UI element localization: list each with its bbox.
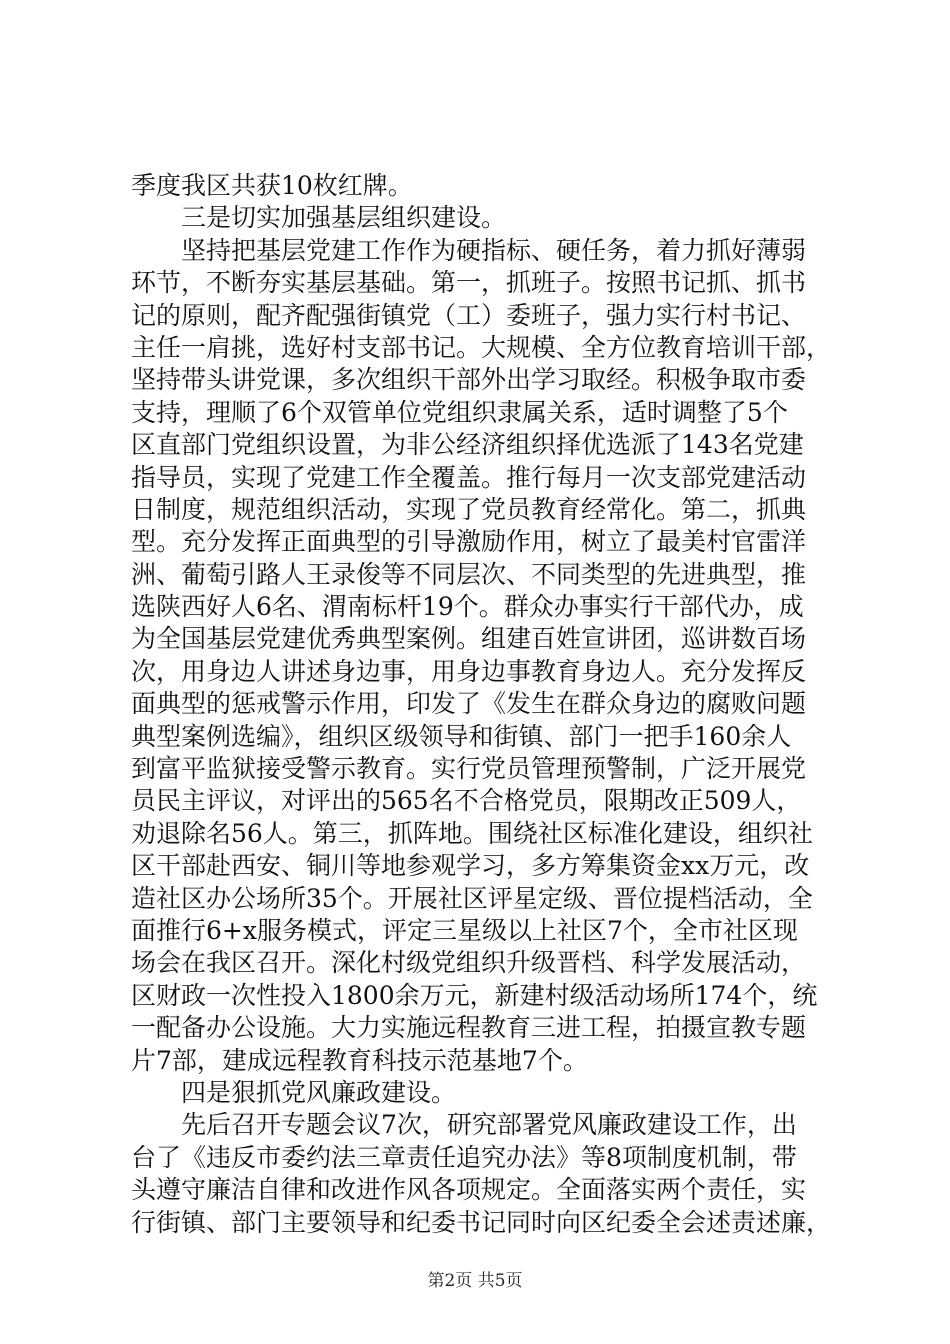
text-line: 区干部赴西安、铜川等地参观学习，多方筹集资金xx万元，改	[131, 851, 810, 881]
text-line: 先后召开专题会议7次，研究部署党风廉政建设工作，出	[181, 1110, 797, 1140]
text-line: 头遵守廉洁自律和改进作风各项规定。全面落实两个责任，实	[131, 1175, 807, 1205]
page-number: 第2页 共5页	[427, 1271, 523, 1291]
text-line: 典型案例选编》，组织区级领导和街镇、部门一把手160余人	[131, 721, 792, 751]
text-line: 主任一肩挑，选好村支部书记。大规模、全方位教育培训干部，	[131, 332, 832, 362]
text-line: 坚持把基层党建工作作为硬指标、硬任务，着力抓好薄弱	[181, 235, 807, 265]
text-line: 次，用身边人讲述身边事，用身边事教育身边人。充分发挥反	[131, 656, 807, 686]
text-line: 指导员，实现了党建工作全覆盖。推行每月一次支部党建活动	[131, 462, 807, 492]
text-line: 区财政一次性投入1800余万元，新建村级活动场所174个，统	[131, 980, 818, 1010]
text-line: 场会在我区召开。深化村级党组织升级晋档、科学发展活动，	[131, 948, 807, 978]
text-line: 记的原则，配齐配强街镇党（工）委班子，强力实行村书记、	[131, 300, 807, 330]
text-line: 季度我区共获10枚红牌。	[131, 171, 413, 200]
text-line: 面典型的惩戒警示作用，印发了《发生在群众身边的腐败问题	[131, 689, 807, 719]
text-line: 选陕西好人6名、渭南标杆19个。群众办事实行干部代办，成	[131, 592, 804, 622]
text-line: 面推行6+x服务模式，评定三星级以上社区7个，全市社区现	[131, 915, 798, 945]
text-line: 劝退除名56人。第三，抓阵地。围绕社区标准化建设，组织社	[131, 818, 813, 848]
text-line: 台了《违反市委约法三章责任追究办法》等8项制度机制，带	[131, 1142, 797, 1172]
text-line: 日制度，规范组织活动，实现了党员教育经常化。第二，抓典	[131, 494, 807, 524]
text-line: 造社区办公场所35个。开展社区评星定级、晋位提档活动，全	[131, 883, 813, 913]
body-text	[131, 170, 831, 1239]
text-line: 四是狠抓党风廉政建设。	[181, 1077, 457, 1107]
text-line: 一配备办公设施。大力实施远程教育三进工程，拍摄宣教专题	[131, 1013, 807, 1043]
text-line: 支持，理顺了6个双管单位党组织隶属关系，适时调整了5个	[131, 397, 788, 427]
text-line: 环节，不断夯实基层基础。第一，抓班子。按照书记抓、抓书	[131, 268, 807, 298]
text-line: 到富平监狱接受警示教育。实行党员管理预警制，广泛开展党	[131, 754, 807, 784]
text-line: 坚持带头讲党课，多次组织干部外出学习取经。积极争取市委	[131, 365, 807, 395]
text-line: 型。充分发挥正面典型的引导激励作用，树立了最美村官雷洋	[131, 527, 807, 557]
text-line: 区直部门党组织设置，为非公经济组织择优选派了143名党建	[131, 430, 804, 460]
text-line: 员民主评议，对评出的565名不合格党员，限期改正509人，	[131, 786, 802, 816]
text-line: 片7部，建成远程教育科技示范基地7个。	[131, 1045, 588, 1075]
text-line: 三是切实加强基层组织建设。	[181, 203, 507, 233]
text-line: 洲、葡萄引路人王录俊等不同层次、不同类型的先进典型，推	[131, 559, 807, 589]
text-line: 行街镇、部门主要领导和纪委书记同时向区纪委全会述责述廉，	[131, 1207, 832, 1237]
text-line: 为全国基层党建优秀典型案例。组建百姓宣讲团，巡讲数百场	[131, 624, 807, 654]
